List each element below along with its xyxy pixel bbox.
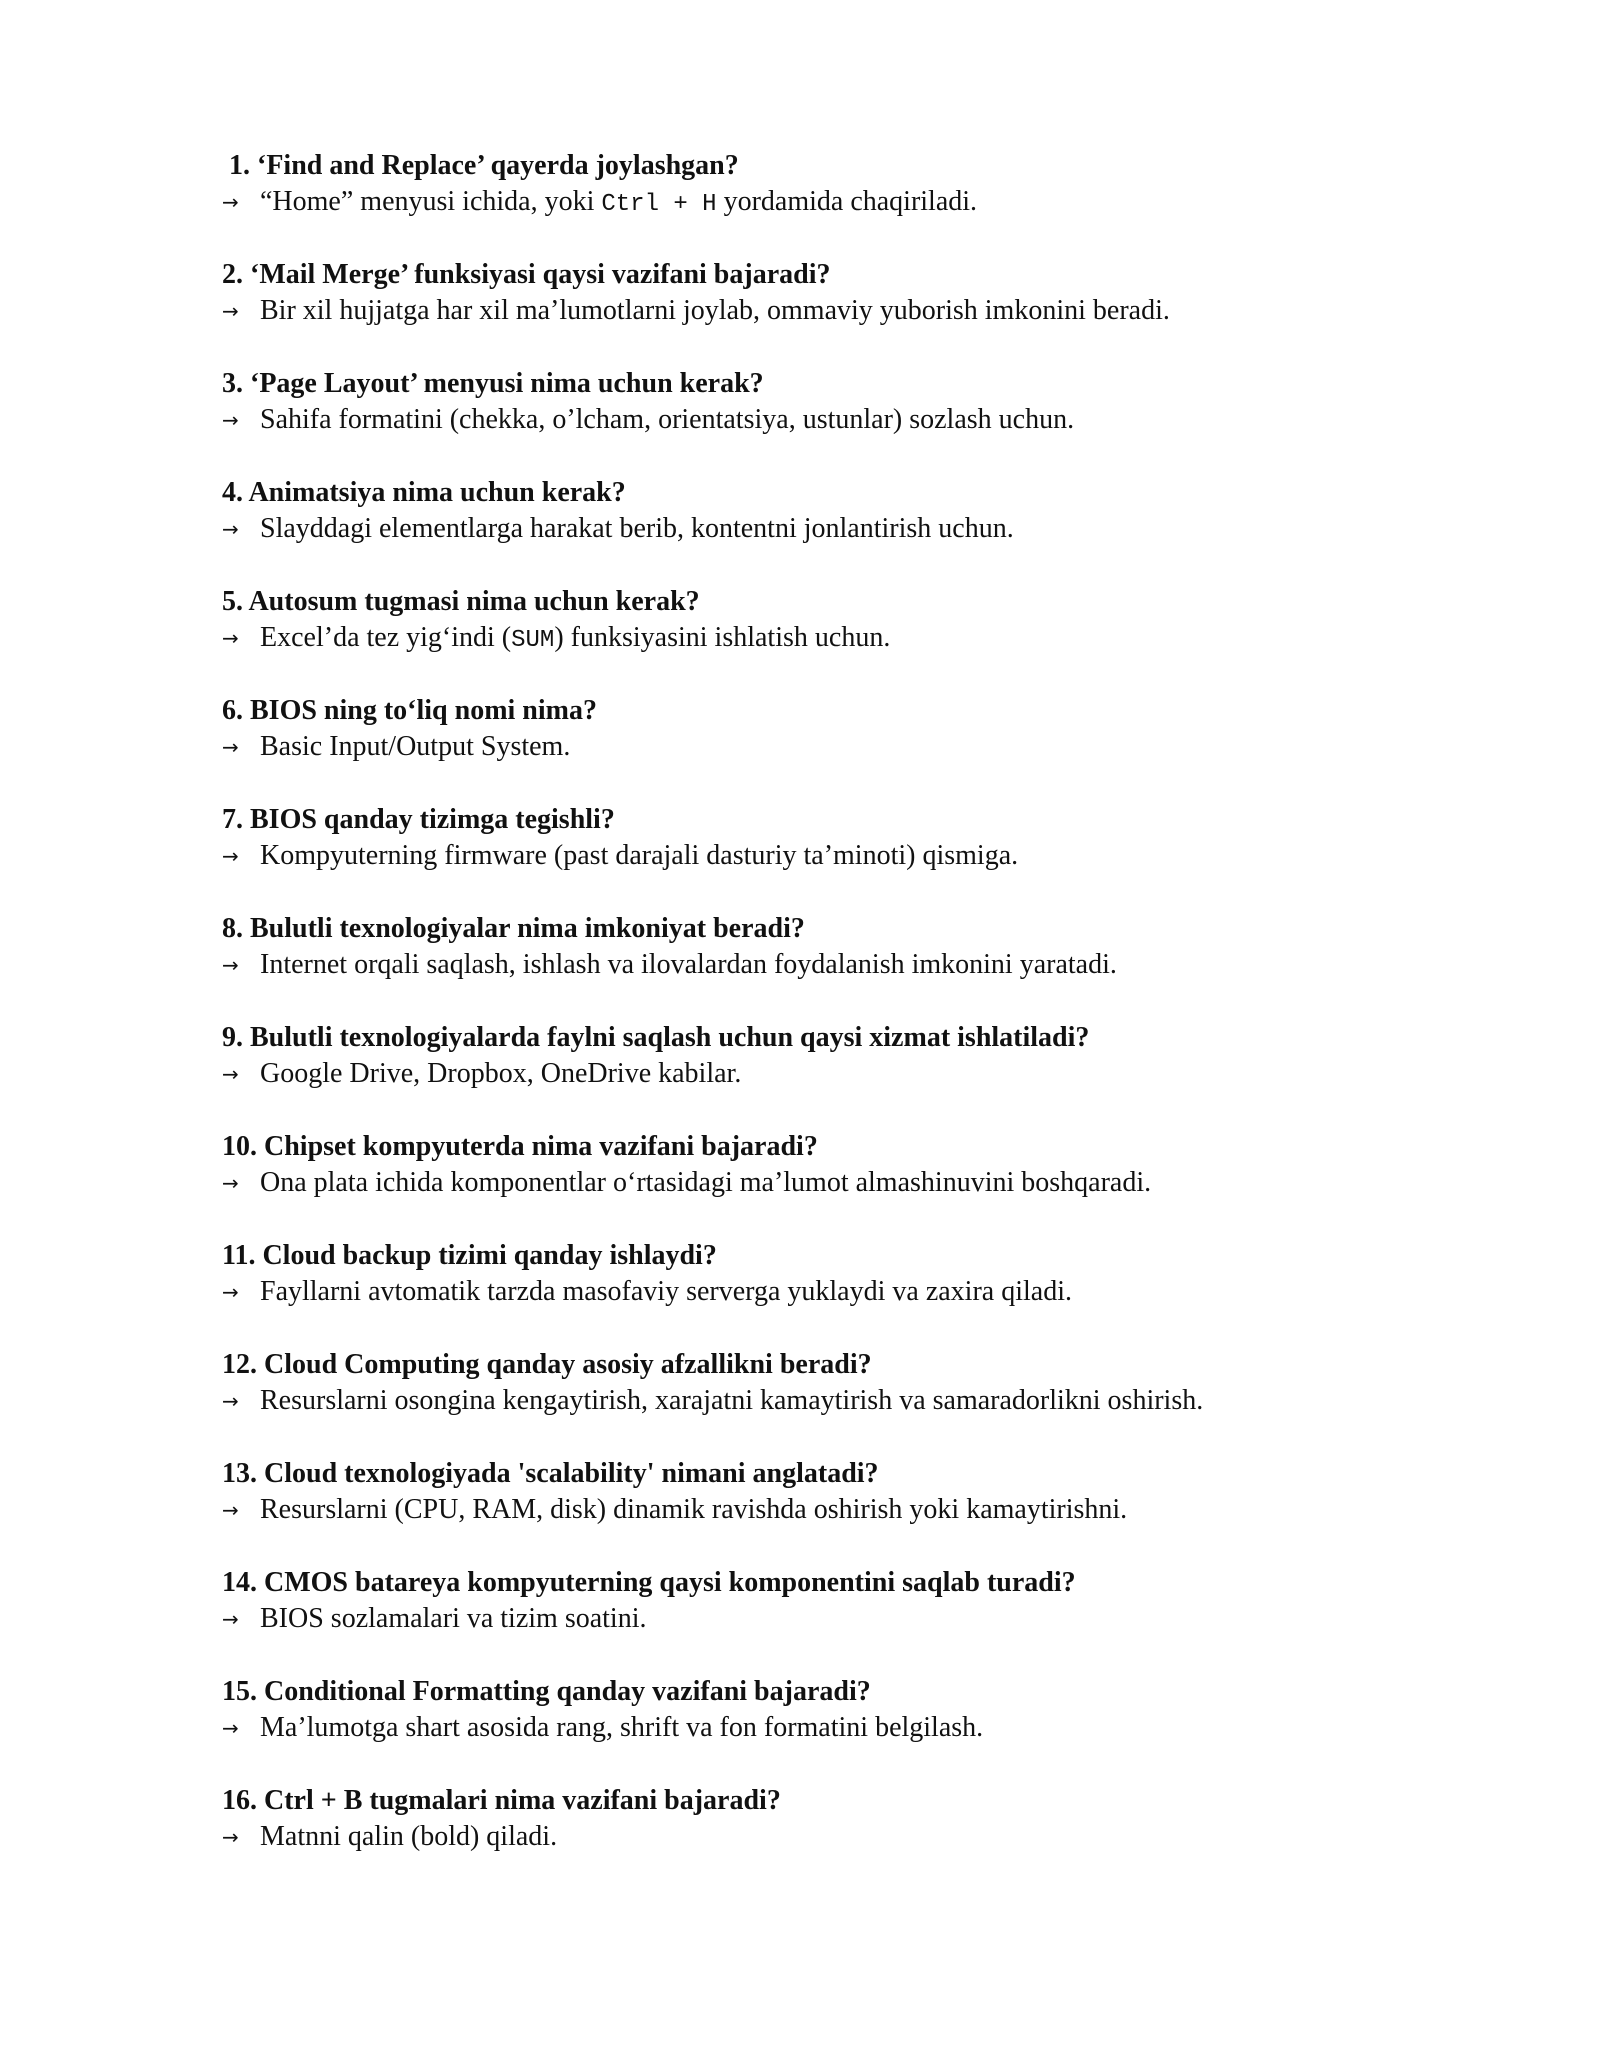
question-9: 9. Bulutli texnologiyalarda faylni saqlash uchun qaysi xizmat ishlatiladi? xyxy=(222,1022,1090,1053)
answer-10 xyxy=(222,1165,1472,1201)
answer-3-text: Sahifa formatini (chekka, o’lcham, orientatsiya, ustunlar) sozlash uchun. xyxy=(260,404,1075,435)
question-8: 8. Bulutli texnologiyalar nima imkoniyat beradi? xyxy=(222,913,805,944)
question-6: 6. BIOS ning to‘liq nomi nima? xyxy=(222,695,597,726)
answer-6 xyxy=(222,729,1472,765)
answer-5-function: SUM xyxy=(511,627,555,654)
answer-5 xyxy=(222,620,1472,659)
arrow-icon: → xyxy=(222,1498,239,1522)
answer-2 xyxy=(222,293,1472,329)
arrow-icon: → xyxy=(222,299,239,323)
answer-1-shortcut: Ctrl + H xyxy=(601,191,717,218)
answer-11-text: Fayllarni avtomatik tarzda masofaviy serverga yuklaydi va zaxira qiladi. xyxy=(260,1276,1072,1307)
arrow-icon: → xyxy=(222,1062,239,1086)
question-13: 13. Cloud texnologiyada 'scalability' nimani anglatadi? xyxy=(222,1458,879,1489)
answer-12-text: Resurslarni osongina kengaytirish, xarajatni kamaytirish va samaradorlikni oshirish. xyxy=(260,1385,1204,1416)
qa-item-4 xyxy=(222,475,1472,584)
answer-1 xyxy=(222,184,1472,223)
answer-4 xyxy=(222,511,1472,547)
answer-13-text: Resurslarni (CPU, RAM, disk) dinamik ravishda oshirish yoki kamaytirishni. xyxy=(260,1494,1128,1525)
arrow-icon: → xyxy=(222,1171,239,1195)
question-10: 10. Chipset kompyuterda nima vazifani bajaradi? xyxy=(222,1131,818,1162)
qa-item-5 xyxy=(222,584,1472,693)
arrow-icon: → xyxy=(222,190,239,214)
answer-14 xyxy=(222,1601,1472,1637)
qa-item-1 xyxy=(222,148,1472,257)
arrow-icon: → xyxy=(222,1825,239,1849)
answer-9 xyxy=(222,1056,1472,1092)
answer-8-text: Internet orqali saqlash, ishlash va ilovalardan foydalanish imkonini yaratadi. xyxy=(260,949,1117,980)
answer-3 xyxy=(222,402,1472,438)
question-12: 12. Cloud Computing qanday asosiy afzallikni beradi? xyxy=(222,1349,872,1380)
qa-item-6 xyxy=(222,693,1472,802)
arrow-icon: → xyxy=(222,953,239,977)
answer-11 xyxy=(222,1274,1472,1310)
qa-item-2 xyxy=(222,257,1472,366)
question-7: 7. BIOS qanday tizimga tegishli? xyxy=(222,804,615,835)
arrow-icon: → xyxy=(222,844,239,868)
answer-10-text: Ona plata ichida komponentlar o‘rtasidagi ma’lumot almashinuvini boshqaradi. xyxy=(260,1167,1152,1198)
arrow-icon: → xyxy=(222,1389,239,1413)
arrow-icon: → xyxy=(222,408,239,432)
answer-12 xyxy=(222,1383,1472,1419)
question-14: 14. CMOS batareya kompyuterning qaysi komponentini saqlab turadi? xyxy=(222,1567,1076,1598)
answer-6-text: Basic Input/Output System. xyxy=(260,731,571,762)
qa-item-10 xyxy=(222,1129,1472,1238)
answer-1-text-a: “Home” menyusi ichida, yoki xyxy=(260,186,602,217)
qa-item-14 xyxy=(222,1565,1472,1674)
answer-7-text: Kompyuterning firmware (past darajali dasturiy ta’minoti) qismiga. xyxy=(260,840,1019,871)
arrow-icon: → xyxy=(222,1716,239,1740)
arrow-icon: → xyxy=(222,735,239,759)
question-4: 4. Animatsiya nima uchun kerak? xyxy=(222,477,626,508)
question-16: 16. Ctrl + B tugmalari nima vazifani bajaradi? xyxy=(222,1785,781,1816)
qa-item-7 xyxy=(222,802,1472,911)
question-5: 5. Autosum tugmasi nima uchun kerak? xyxy=(222,586,700,617)
answer-15 xyxy=(222,1710,1472,1746)
answer-16 xyxy=(222,1819,1472,1855)
arrow-icon: → xyxy=(222,517,239,541)
arrow-icon: → xyxy=(222,1607,239,1631)
answer-16-text: Matnni qalin (bold) qiladi. xyxy=(260,1821,558,1852)
answer-8 xyxy=(222,947,1472,983)
question-1: 1. ‘Find and Replace’ qayerda joylashgan? xyxy=(229,150,739,181)
answer-2-text: Bir xil hujjatga har xil ma’lumotlarni joylab, ommaviy yuborish imkonini beradi. xyxy=(260,295,1170,326)
question-2: 2. ‘Mail Merge’ funksiyasi qaysi vazifani bajaradi? xyxy=(222,259,831,290)
answer-7 xyxy=(222,838,1472,874)
question-11: 11. Cloud backup tizimi qanday ishlaydi? xyxy=(222,1240,717,1271)
answer-14-text: BIOS sozlamalari va tizim soatini. xyxy=(260,1603,647,1634)
qa-item-11 xyxy=(222,1238,1472,1347)
answer-5-text-b: ) funksiyasini ishlatish uchun. xyxy=(554,622,891,653)
answer-1-text-b: yordamida chaqiriladi. xyxy=(716,186,978,217)
qa-item-3 xyxy=(222,366,1472,475)
answer-5-text-a: Excel’da tez yig‘indi ( xyxy=(260,622,512,653)
answer-9-text: Google Drive, Dropbox, OneDrive kabilar. xyxy=(260,1058,742,1089)
answer-4-text: Slayddagi elementlarga harakat berib, kontentni jonlantirish uchun. xyxy=(260,513,1014,544)
qa-item-8 xyxy=(222,911,1472,1020)
qa-item-12 xyxy=(222,1347,1472,1456)
qa-item-16 xyxy=(222,1783,1472,1892)
qa-item-9 xyxy=(222,1020,1472,1129)
qa-item-13 xyxy=(222,1456,1472,1565)
document-page xyxy=(222,148,1472,1892)
arrow-icon: → xyxy=(222,626,239,650)
qa-item-15 xyxy=(222,1674,1472,1783)
question-15: 15. Conditional Formatting qanday vazifani bajaradi? xyxy=(222,1676,871,1707)
answer-15-text: Ma’lumotga shart asosida rang, shrift va fon formatini belgilash. xyxy=(260,1712,984,1743)
answer-13 xyxy=(222,1492,1472,1528)
question-3: 3. ‘Page Layout’ menyusi nima uchun kerak? xyxy=(222,368,764,399)
arrow-icon: → xyxy=(222,1280,239,1304)
